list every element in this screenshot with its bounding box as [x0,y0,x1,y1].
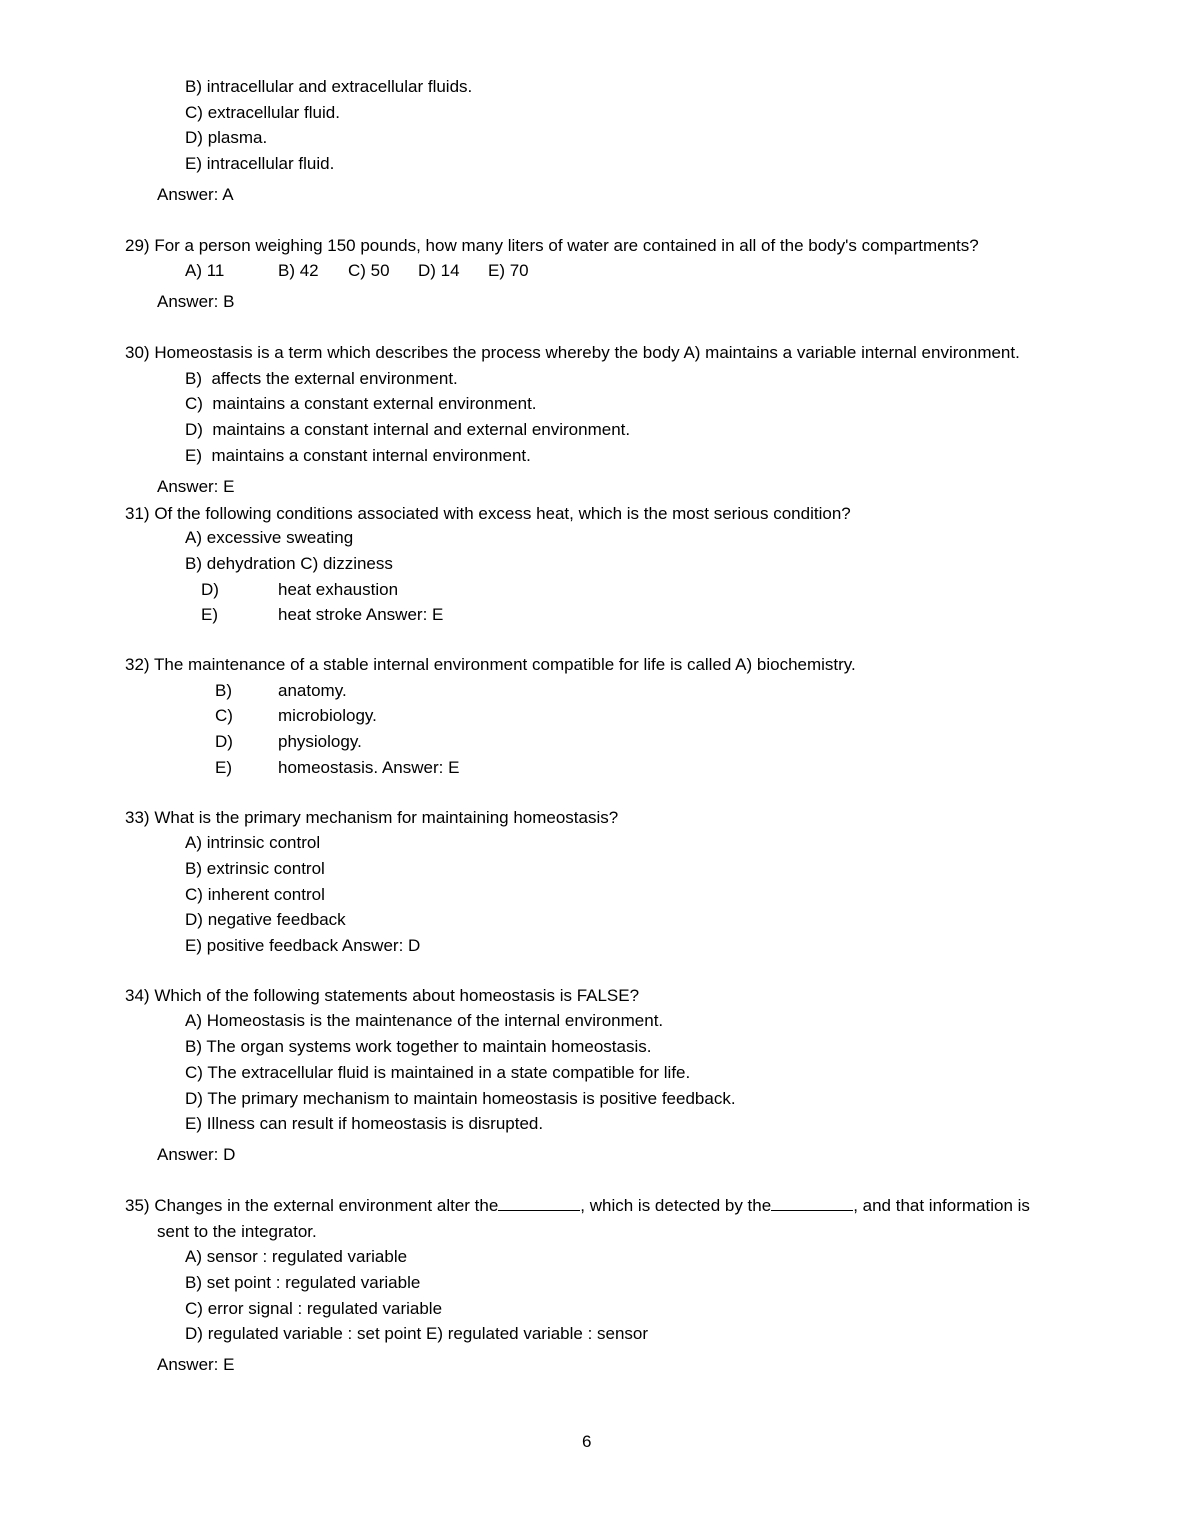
q28-option-b: B) intracellular and extracellular fluids. [185,77,473,96]
q29-option-e: E) 70 [488,261,529,280]
q32-option-c-label: C) [215,706,233,725]
q32-option-d-text: physiology. [278,732,362,751]
q35-option-d: D) regulated variable : set point E) regulated variable : sensor [185,1324,649,1343]
q34-option-b: B) The organ systems work together to maintain homeostasis. [185,1037,652,1056]
q31-option-d-label: D) [201,580,219,599]
q29-answer: Answer: B [157,292,235,311]
q34-option-d: D) The primary mechanism to maintain homeostasis is positive feedback. [185,1089,736,1108]
q31-option-b: B) dehydration C) dizziness [185,554,393,573]
q29-option-a: A) 11 [185,261,225,280]
q30-option-d: D) maintains a constant internal and external environment. [185,420,631,439]
q28-option-e: E) intracellular fluid. [185,154,335,173]
q35-blank-1 [498,1195,580,1211]
q28-answer: Answer: A [157,185,234,204]
q32-option-b-label: B) [215,681,232,700]
q34-stem: 34) Which of the following statements about homeostasis is FALSE? [125,986,640,1005]
q32-option-d-label: D) [215,732,233,751]
q34-answer: Answer: D [157,1145,236,1164]
q32-option-e-text: homeostasis. Answer: E [278,758,460,777]
q29-option-c: C) 50 [348,261,390,280]
q33-option-c: C) inherent control [185,885,325,904]
q32-stem: 32) The maintenance of a stable internal environment compatible for life is called A) biochemistry. [125,655,856,674]
q33-option-d: D) negative feedback [185,910,346,929]
q33-stem: 33) What is the primary mechanism for maintaining homeostasis? [125,808,619,827]
q30-option-b: B) affects the external environment. [185,369,458,388]
q35-option-b: B) set point : regulated variable [185,1273,421,1292]
q31-option-e-text: heat stroke Answer: E [278,605,444,624]
q31-option-e-label: E) [201,605,218,624]
q35-stem: 35) Changes in the external environment alter the , which is detected by the , and that information is [125,1196,1030,1215]
q29-stem: 29) For a person weighing 150 pounds, how many liters of water are contained in all of the body's compartments? [125,236,979,255]
q35-option-c: C) error signal : regulated variable [185,1299,443,1318]
q31-option-d-text: heat exhaustion [278,580,399,599]
q35-stem-line2: sent to the integrator. [157,1222,317,1241]
q31-stem: 31) Of the following conditions associated with excess heat, which is the most serious condition? [125,504,851,523]
q30-stem: 30) Homeostasis is a term which describes the process whereby the body A) maintains a variable internal environment. [125,343,1020,362]
q32-option-c-text: microbiology. [278,706,377,725]
q30-answer: Answer: E [157,477,235,496]
page-number: 6 [582,1432,592,1451]
q30-option-e: E) maintains a constant internal environment. [185,446,531,465]
q28-option-c: C) extracellular fluid. [185,103,340,122]
q34-option-c: C) The extracellular fluid is maintained in a state compatible for life. [185,1063,691,1082]
q33-option-a: A) intrinsic control [185,833,321,852]
q34-option-a: A) Homeostasis is the maintenance of the internal environment. [185,1011,664,1030]
q29-option-b: B) 42 [278,261,319,280]
q32-option-e-label: E) [215,758,232,777]
q34-option-e: E) Illness can result if homeostasis is disrupted. [185,1114,544,1133]
q31-option-a: A) excessive sweating [185,528,354,547]
q32-option-b-text: anatomy. [278,681,347,700]
q35-answer: Answer: E [157,1355,235,1374]
q33-option-b: B) extrinsic control [185,859,325,878]
q33-option-e: E) positive feedback Answer: D [185,936,421,955]
q35-blank-2 [771,1195,853,1211]
q30-option-c: C) maintains a constant external environment. [185,394,537,413]
q29-option-d: D) 14 [418,261,460,280]
q28-option-d: D) plasma. [185,128,268,147]
q35-option-a: A) sensor : regulated variable [185,1247,408,1266]
